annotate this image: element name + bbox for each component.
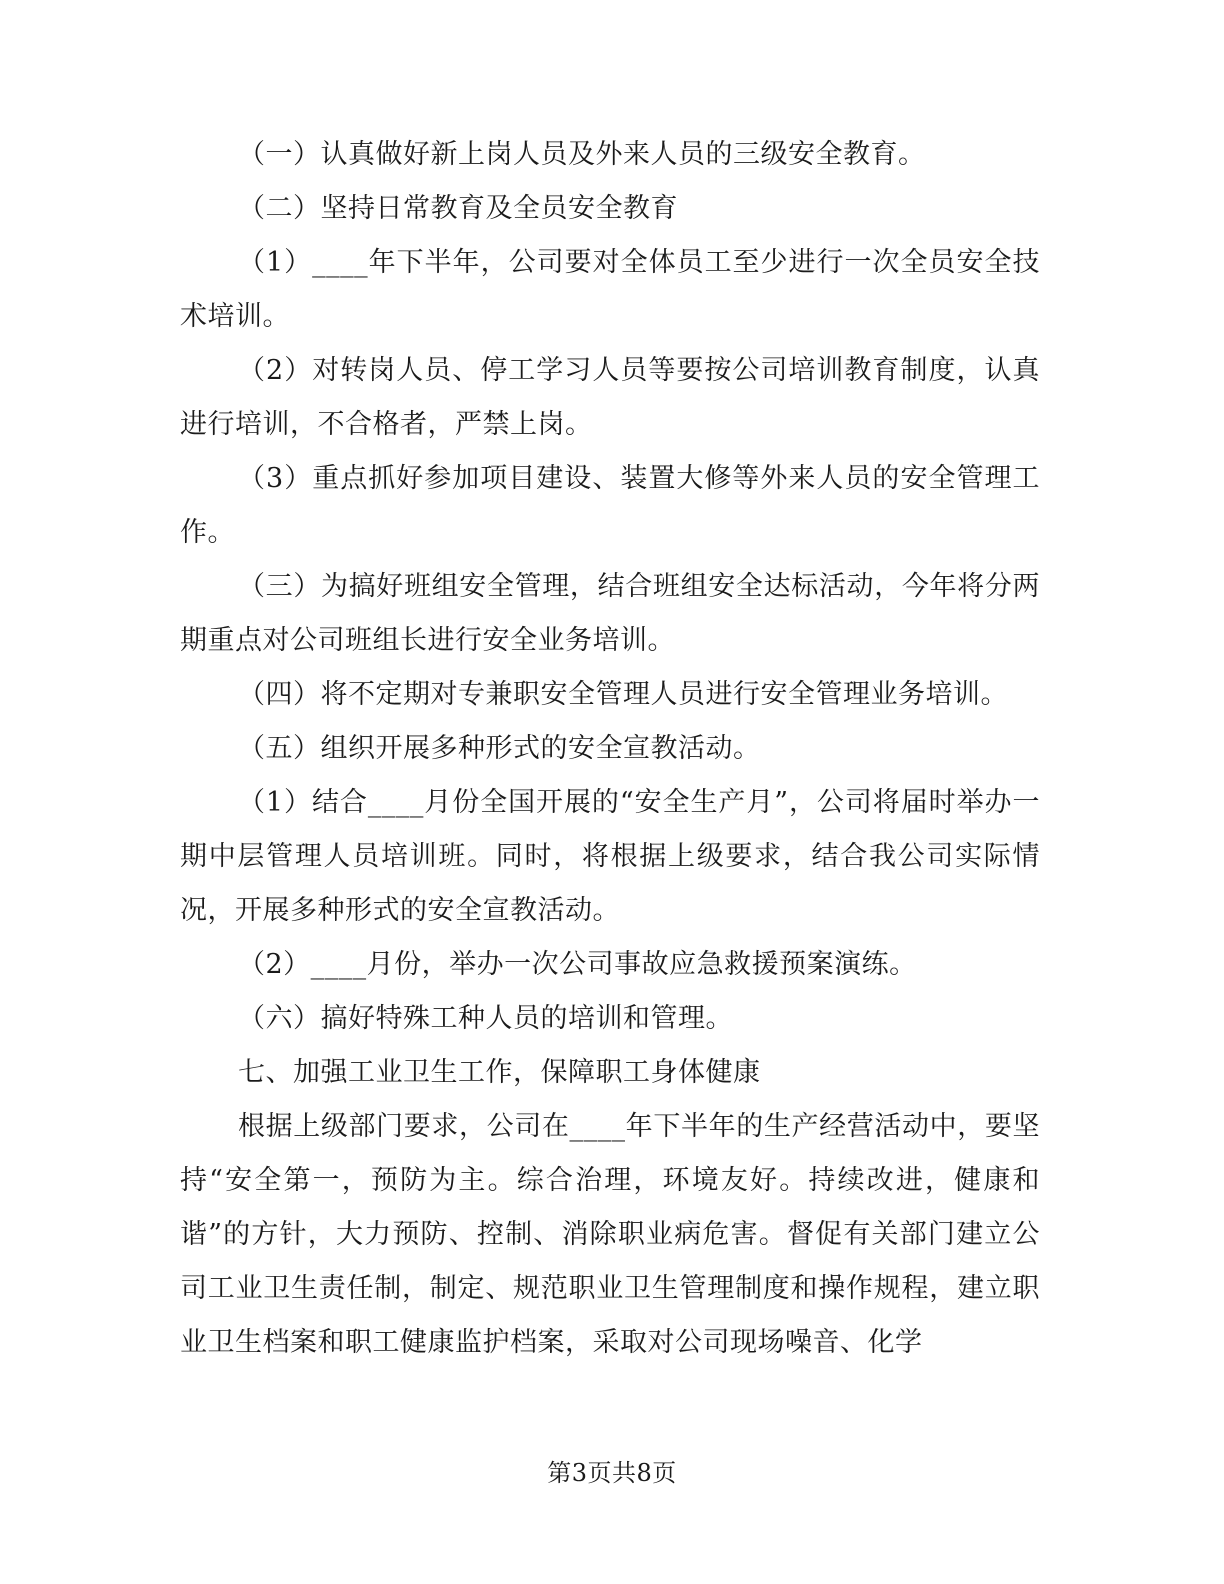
paragraph-item-9: （1）结合____月份全国开展的“安全生产月”，公司将届时举办一期中层管理人员培训班。同时，将根据上级要求，结合我公司实际情况，开展多种形式的安全宣教活动。 xyxy=(180,787,1040,926)
paragraph-item-2: （二）坚持日常教育及全员安全教育 xyxy=(238,193,678,224)
paragraph-item-5: （3）重点抓好参加项目建设、装置大修等外来人员的安全管理工作。 xyxy=(180,463,1040,548)
paragraph-item-7: （四）将不定期对专兼职安全管理人员进行安全管理业务培训。 xyxy=(238,679,1008,710)
paragraph-item-1: （一）认真做好新上岗人员及外来人员的三级安全教育。 xyxy=(238,139,926,170)
page-number: 第3页共8页 xyxy=(547,1459,677,1487)
body-text xyxy=(180,128,1040,1370)
paragraph-item-10: （2）____月份，举办一次公司事故应急救援预案演练。 xyxy=(238,949,917,980)
paragraph-item-6: （三）为搞好班组安全管理，结合班组安全达标活动，今年将分两期重点对公司班组长进行安全业务培训。 xyxy=(180,571,1040,656)
section-heading: 七、加强工业卫生工作，保障职工身体健康 xyxy=(238,1057,761,1088)
paragraph-item-3: （1）____年下半年，公司要对全体员工至少进行一次全员安全技术培训。 xyxy=(180,247,1040,332)
paragraph-item-13: 根据上级部门要求，公司在____年下半年的生产经营活动中，要坚持“安全第一，预防为主。综合治理，环境友好。持续改进，健康和谐”的方针，大力预防、控制、消除职业病危害。督促有关部门建立公司工业卫生责任制，制定、规范职业卫生管理制度和操作规程，建立职业卫生档案和职工健康监护档案，采取对公司现场噪音、化学 xyxy=(180,1111,1040,1358)
paragraph-item-4: （2）对转岗人员、停工学习人员等要按公司培训教育制度，认真进行培训，不合格者，严禁上岗。 xyxy=(180,355,1040,440)
paragraph-item-8: （五）组织开展多种形式的安全宣教活动。 xyxy=(238,733,761,764)
paragraph-item-11: （六）搞好特殊工种人员的培训和管理。 xyxy=(238,1003,733,1034)
